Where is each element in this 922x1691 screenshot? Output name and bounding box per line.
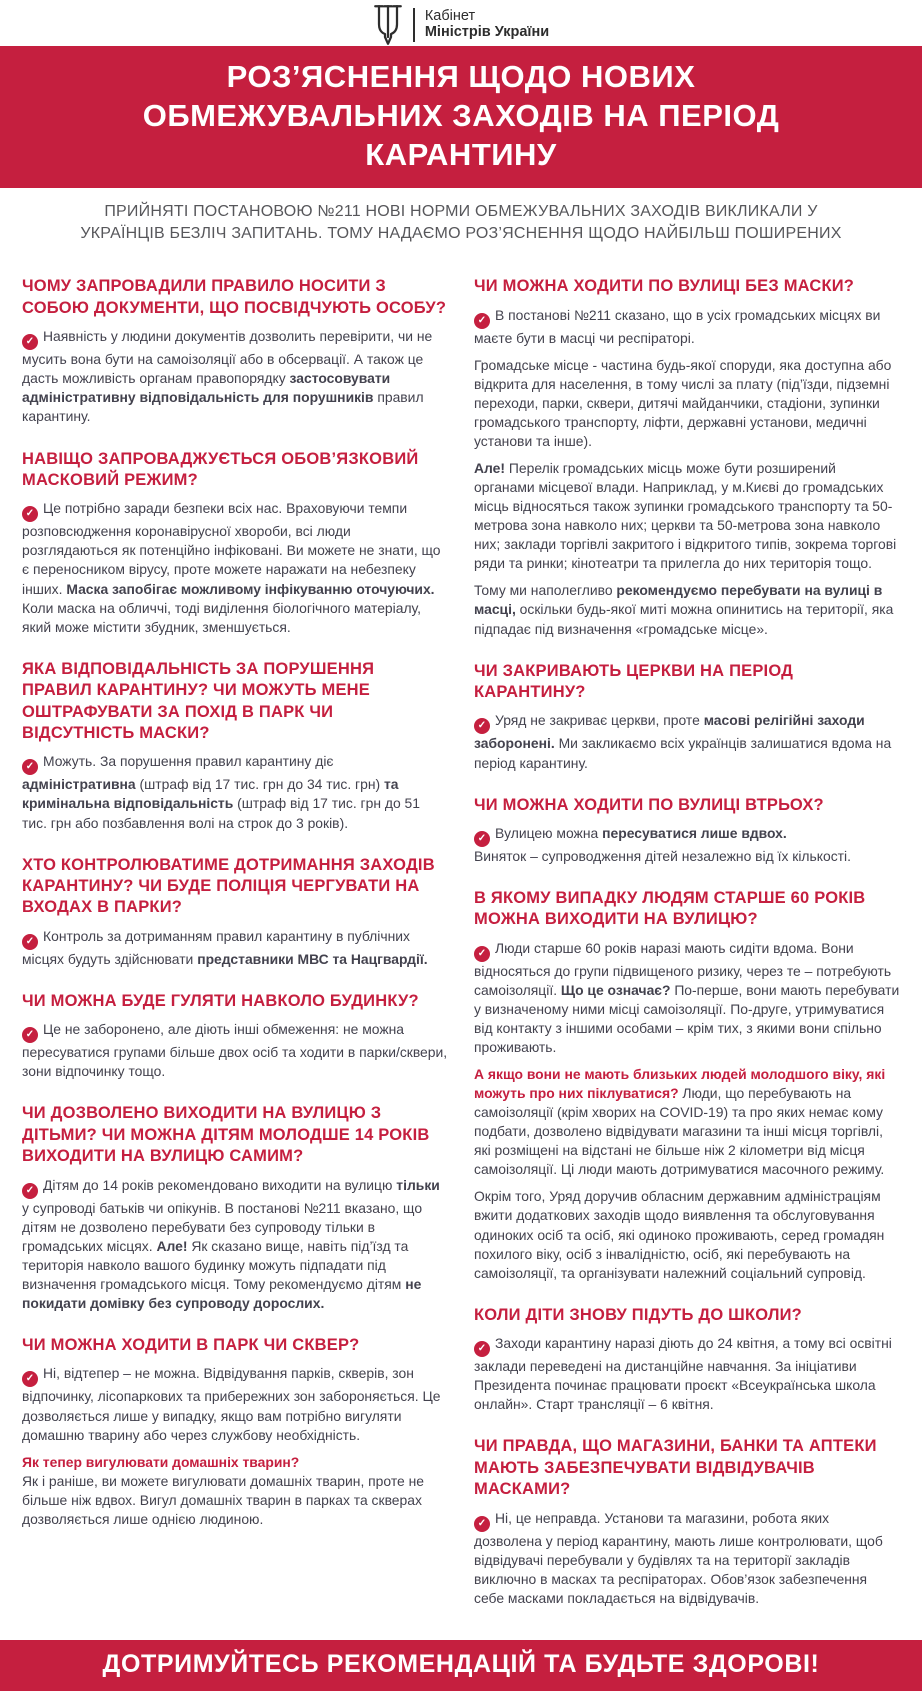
check-icon: ✓ (474, 946, 490, 962)
org-name (425, 9, 549, 41)
answer-paragraph (22, 499, 448, 636)
answer-text: Це потрібно заради безпеки всіх нас. Враховуючи темпи розповсюдження коронавірусної хвороби, всі люди розглядаються як потенційно інфіковані. Ви можете не знати, що є переносником вірусу, проте можете наражати на небезпеку інших. (22, 500, 441, 597)
answer-bold-text: Але! (156, 1237, 188, 1254)
answer-paragraph (22, 1453, 448, 1529)
column-right (474, 276, 900, 1629)
qa-item (474, 888, 900, 1283)
check-icon: ✓ (22, 759, 38, 775)
check-icon: ✓ (474, 1516, 490, 1532)
question-heading: ХТО КОНТРОЛЮВАТИМЕ ДОТРИМАННЯ ЗАХОДІВ КАРАНТИНУ? ЧИ БУДЕ ПОЛІЦІЯ ЧЕРГУВАТИ НА ВХОДАХ В ПАРКИ? (22, 855, 435, 917)
answer-text: Люди, що перебувають на самоізоляції (крім хворих на COVID-19) та про яких немає кому подбати, дозволено відвідувати магазини та інші місця торгівлі, які розміщені на відстані не більше ніж 2 кілометри від місця самоізоляції. Ці люди мають дотримуватися масочного режиму. (474, 1085, 885, 1178)
qa-item (22, 855, 448, 969)
answer-text: Можуть. За порушення правил карантину діє (43, 753, 334, 770)
answer-bold-text: тільки (396, 1176, 440, 1193)
answer-text: Виняток – супроводження дітей незалежно від їх кількості. (474, 847, 851, 864)
answer-paragraph (474, 459, 900, 573)
question-heading: ЧИ МОЖНА ХОДИТИ ПО ВУЛИЦІ БЕЗ МАСКИ? (474, 277, 855, 296)
answer-text: Ми закликаємо всіх українців залишатися вдома на період карантину. (474, 735, 892, 771)
answer-text: Тому ми наполегливо (474, 582, 617, 599)
government-header (0, 0, 922, 46)
answer-bold-text: представники МВС та Нацгвардії. (197, 950, 428, 967)
answer-text: Перелік громадських місць може бути розширений органами місцевої влади. Наприклад, у м.Києві до громадських місць відносяться також зупинки громадського транспорту та 50-метрова зона навколо них; церкви та 50-метрова зона навколо них; заклади торгівлі закритого і відкритого типів, зокрема торгові ряди та ринки; кінотеатри та прилегла до них територія тощо. (474, 460, 897, 572)
answer-text: Ні, відтепер – не можна. Відвідування парків, скверів, зон відпочинку, лісопаркових та прибережних зон забороняється. Це дозволяється лише у випадку, якщо вам потрібно вигуляти домашню тварину або через службову необхідність. (22, 1365, 441, 1443)
answer-bold-text: масові релігійні заходи заборонені. (474, 712, 865, 752)
trident-icon (373, 4, 403, 46)
qa-item (474, 1436, 900, 1608)
answer-paragraph (474, 1065, 900, 1179)
answer-text: (штраф від 17 тис. грн до 51 тис. грн або позбавлення волі на строк до 3 років). (22, 795, 420, 831)
answer-paragraph (22, 1176, 448, 1313)
answer-paragraph (474, 581, 900, 638)
question-heading: НАВІЩО ЗАПРОВАДЖУЄТЬСЯ ОБОВ’ЯЗКОВИЙ МАСКОВИЙ РЕЖИМ? (22, 449, 419, 489)
answer-bold-text: Що це означає? (560, 981, 671, 998)
question-heading: ЧИ МОЖНА ХОДИТИ В ПАРК ЧИ СКВЕР? (22, 1336, 360, 1355)
question-heading: ЧИ МОЖНА БУДЕ ГУЛЯТИ НАВКОЛО БУДИНКУ? (22, 991, 419, 1010)
answer-bold-text: пересуватися лише вдвох. (602, 824, 787, 841)
answer-bold-text: не покидати домівку без супроводу дорослих. (22, 1275, 422, 1311)
qa-item (22, 1335, 448, 1529)
question-heading: ЧИ ЗАКРИВАЮТЬ ЦЕРКВИ НА ПЕРІОД КАРАНТИНУ? (474, 661, 794, 702)
qa-item (22, 991, 448, 1082)
answer-paragraph (474, 939, 900, 1057)
answer-text: Уряд не закриває церкви, проте (495, 712, 704, 729)
qa-item (22, 1103, 448, 1313)
column-left (22, 276, 448, 1629)
answer-paragraph (474, 306, 900, 348)
intro-section (0, 188, 922, 258)
answer-text: Як сказано вище, навіть під’їзд та територія навколо вашого будинку можуть підпадати під визначення громадського місця. Тому рекомендуємо дітям (22, 1237, 409, 1292)
check-icon: ✓ (22, 1183, 38, 1199)
answer-text: Коли маска на обличчі, тоді виділення біологічного матеріалу, який може містити збудник, зменшується. (22, 599, 421, 635)
answer-text: Ні, це неправда. Установи та магазини, робота яких дозволена у період карантину, мають лише контролювати, щоб відвідувачі перебували у будівлях та на території закладів виключно в масках та респіраторах. Обов’язок забезпечення себе масками покладається на відвідувачів. (474, 1509, 883, 1606)
check-icon: ✓ (22, 506, 38, 522)
footer-message: ДОТРИМУЙТЕСЬ РЕКОМЕНДАЦІЙ ТА БУДЬТЕ ЗДОРОВІ! (102, 1649, 820, 1678)
answer-text: Вулицею можна (495, 824, 603, 841)
answer-text: По-перше, вони мають перебувати у визначеному ними місці самоізоляції. По-друге, утримуватися від контакту з іншими особами – крім тих, з якими вони спільно проживають. (474, 981, 900, 1056)
answer-text: Заходи карантину наразі діють до 24 квітня, а тому всі освітні заклади переведені на дистанційне навчання. За ініціативи Президента починає працювати проєкт «Всеукраїнська школа онлайн». Старт трансляції – 6 квітня. (474, 1335, 892, 1413)
answer-bold-text: Але! (474, 460, 506, 477)
answer-text: у супроводі батьків чи опікунів. В постанові №211 вказано, що дітям не дозволено перебувати без супроводу тільки в громадських місцях. (22, 1199, 423, 1254)
check-icon: ✓ (22, 334, 38, 350)
answer-text: Наявність у людини документів дозволить перевірити, чи не мусить вона бути на самоізоляції або в обсервації. А також це дасть можливість органам правопорядку (22, 328, 433, 387)
qa-item (22, 276, 448, 426)
answer-paragraph (22, 1020, 448, 1081)
check-icon: ✓ (474, 313, 490, 329)
answer-paragraph (474, 1509, 900, 1608)
qa-item (22, 449, 448, 637)
answer-bold-text: Маска запобігає можливому інфікуванню оточуючих. (66, 580, 435, 597)
answer-paragraph (22, 327, 448, 426)
logo-divider (413, 8, 415, 42)
check-icon: ✓ (22, 934, 38, 950)
answer-paragraph (474, 356, 900, 451)
org-name-line1: Кабінет (424, 8, 476, 25)
question-heading: ЧИ ДОЗВОЛЕНО ВИХОДИТИ НА ВУЛИЦЮ З ДІТЬМИ? ЧИ МОЖНА ДІТЯМ МОЛОДШЕ 14 РОКІВ ВИХОДИТИ НА ВУЛИЦЮ САМИМ? (22, 1104, 430, 1166)
qa-item (22, 659, 448, 833)
qa-item (474, 661, 900, 773)
question-heading: КОЛИ ДІТИ ЗНОВУ ПІДУТЬ ДО ШКОЛИ? (474, 1305, 802, 1324)
answer-text: (штраф від 17 тис. грн до 34 тис. грн) (135, 776, 384, 793)
title-banner (0, 46, 922, 188)
answer-paragraph (474, 1334, 900, 1414)
answer-text: правил карантину. (22, 389, 424, 425)
page-title: РОЗ’ЯСНЕННЯ ЩОДО НОВИХ ОБМЕЖУВАЛЬНИХ ЗАХОДІВ НА ПЕРІОД КАРАНТИНУ (142, 59, 780, 172)
question-heading: ЧИ МОЖНА ХОДИТИ ПО ВУЛИЦІ ВТРЬОХ? (474, 795, 824, 814)
answer-text: Люди старше 60 років наразі мають сидіти вдома. Вони відносяться до групи підвищеного ризику, через те – потребують самоізоляції. (474, 939, 892, 998)
qa-content (0, 260, 922, 1639)
answer-subheading: А якщо вони не мають близьких людей молодшого віку, які можуть про них піклуватися? (474, 1066, 886, 1102)
answer-bold-text: рекомендуємо перебувати на вулиці в масці, (474, 582, 883, 618)
answer-bold-text: адміністративна (22, 776, 136, 793)
answer-paragraph (474, 1187, 900, 1282)
question-heading: ЧИ ПРАВДА, ЩО МАГАЗИНИ, БАНКИ ТА АПТЕКИ МАЮТЬ ЗАБЕЗПЕЧУВАТИ ВІДВІДУВАЧІВ МАСКАМИ? (474, 1437, 877, 1499)
footer-banner (0, 1640, 922, 1691)
answer-paragraph (474, 711, 900, 772)
check-icon: ✓ (474, 1341, 490, 1357)
qa-item (474, 795, 900, 866)
question-heading: ЯКА ВІДПОВІДАЛЬНІСТЬ ЗА ПОРУШЕННЯ ПРАВИЛ КАРАНТИНУ? ЧИ МОЖУТЬ МЕНЕ ОШТРАФУВАТИ ЗА ПОХІД В ПАРК ЧИ ВІДСУТНІСТЬ МАСКИ? (22, 659, 375, 742)
org-name-line2: Міністрів України (424, 24, 550, 40)
check-icon: ✓ (474, 831, 490, 847)
check-icon: ✓ (474, 718, 490, 734)
answer-text: Громадське місце - частина будь-якої споруди, яка доступна або відкрита для населення, в тому числі за плату (під’їзди, підземні переходи, парки, сквери, дитячі майданчики, стадіони, зупинки громадського транспорту, ліфти, державні установи, медичні установи та інше). (474, 356, 892, 450)
qa-item (474, 276, 900, 638)
answer-text: Окрім того, Уряд доручив обласним державним адміністраціям вжити додаткових заходів щодо виявлення та обслуговування одиноких осіб та осіб, які одиноко проживають, серед громадян похилого віку, осіб з інвалідністю, осіб, які перебувають на самоізоляції, та організувати належний соціальний супровід. (474, 1188, 885, 1281)
answer-bold-text: застосовувати адміністративну відповідальність для порушників (22, 370, 391, 406)
check-icon: ✓ (22, 1371, 38, 1387)
answer-text: В постанові №211 сказано, що в усіх громадських місцях ви маєте бути в масці чи респіраторі. (474, 306, 881, 346)
answer-text: Контроль за дотриманням правил карантину в публічних місцях будуть здійснювати (22, 927, 410, 967)
intro-text: ПРИЙНЯТІ ПОСТАНОВОЮ №211 НОВІ НОРМИ ОБМЕЖУВАЛЬНИХ ЗАХОДІВ ВИКЛИКАЛИ У УКРАЇНЦІВ БЕЗЛІЧ ЗАПИТАНЬ. ТОМУ НАДАЄМО РОЗ’ЯСНЕННЯ ЩОДО НАЙБІЛЬШ ПОШИРЕНИХ (80, 203, 842, 242)
answer-bold-text: та кримінальна відповідальність (22, 776, 399, 812)
check-icon: ✓ (22, 1027, 38, 1043)
answer-subheading: Як тепер вигулювати домашніх тварин? (22, 1453, 300, 1470)
question-heading: ЧОМУ ЗАПРОВАДИЛИ ПРАВИЛО НОСИТИ З СОБОЮ ДОКУМЕНТИ, ЩО ПОСВІДЧУЮТЬ ОСОБУ? (22, 277, 447, 317)
qa-item (474, 1305, 900, 1415)
answer-text: оскільки будь-якої миті можна опинитись на території, яка підпадає під визначення «громадське місце». (474, 601, 894, 637)
question-heading: В ЯКОМУ ВИПАДКУ ЛЮДЯМ СТАРШЕ 60 РОКІВ МОЖНА ВИХОДИТИ НА ВУЛИЦЮ? (474, 889, 866, 929)
answer-text: Дітям до 14 років рекомендовано виходити на вулицю (43, 1176, 397, 1193)
answer-text: Це не заборонено, але діють інші обмеження: не можна пересуватися групами більше двох осіб та ходити в парки/сквери, зони відпочинку тощо. (22, 1021, 448, 1080)
answer-paragraph (22, 1364, 448, 1444)
answer-paragraph (22, 752, 448, 832)
answer-paragraph (474, 824, 900, 866)
answer-text: Як і раніше, ви можете вигулювати домашніх тварин, проте не більше ніж вдвох. Вигул домашніх тварин в парках та скверах дозволяється лише однією людиною. (22, 1472, 425, 1527)
answer-paragraph (22, 927, 448, 969)
